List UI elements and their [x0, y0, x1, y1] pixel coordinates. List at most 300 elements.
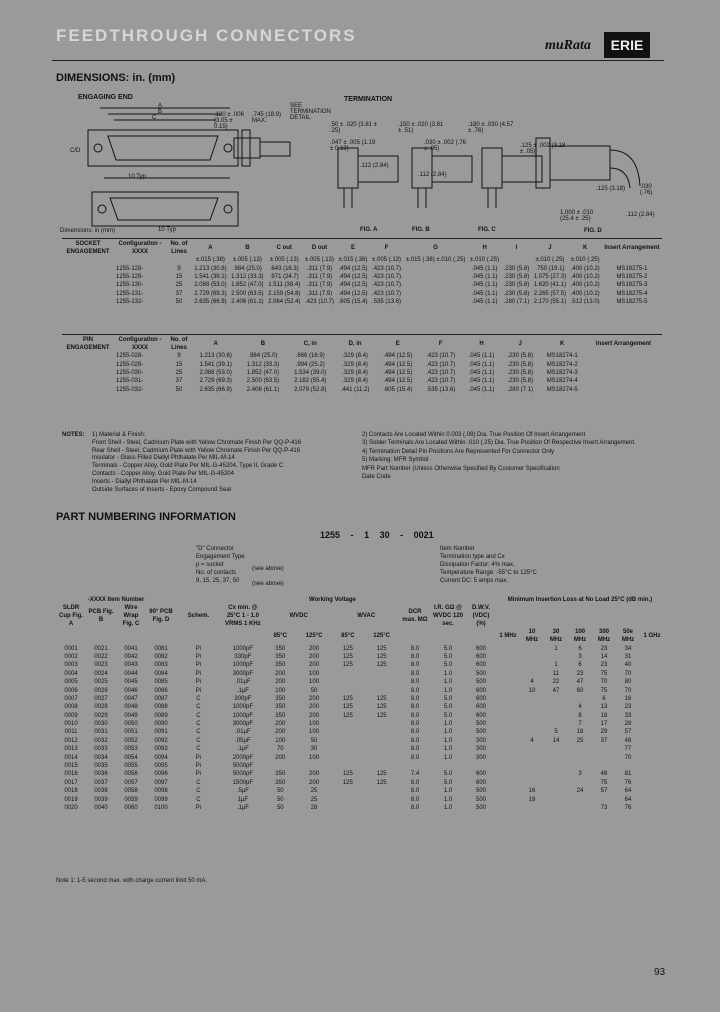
socket-tol-1: ±.005 (.13)	[232, 257, 262, 264]
table-cell: .643 (16.3)	[269, 265, 299, 272]
table-cell: 7	[578, 721, 582, 728]
table-cell: .045 (1.1)	[471, 299, 498, 306]
table-cell	[363, 762, 400, 770]
table-cell: .311 (7.9)	[306, 265, 333, 272]
table-cell: 47	[552, 687, 560, 694]
table-cell	[332, 762, 363, 770]
socket-tol-7: ±.010 (.25)	[470, 257, 500, 264]
table-cell: 40	[624, 662, 632, 669]
table-cell: 125	[342, 771, 353, 778]
socket-tol-8	[501, 256, 531, 264]
table-cell	[363, 753, 400, 761]
table-cell: .230 (5.8)	[503, 282, 530, 289]
table-cell: 15	[175, 361, 183, 368]
table-cell: 8.0	[410, 779, 420, 786]
table-row	[62, 264, 662, 272]
table-cell	[332, 737, 363, 745]
table-cell: 8.0	[410, 662, 420, 669]
table-cell: 0012	[64, 737, 78, 744]
table-cell	[544, 762, 568, 770]
table-row	[62, 386, 662, 394]
table-cell	[363, 686, 400, 694]
table-cell: 8.0	[410, 729, 420, 736]
table-cell: 1255-029-	[116, 361, 144, 368]
table-cell: .329 (8.4)	[342, 353, 368, 360]
table-cell: 50	[175, 299, 183, 306]
dim-max: .745 (18.9) MAX.	[252, 112, 282, 124]
table-cell: .605 (15.4)	[383, 386, 413, 393]
note-line-right: MFR Part Number (Unless Otherwise Specified By Customer Specification	[362, 465, 560, 472]
table-cell: 2.500 (63.5)	[246, 378, 280, 385]
h-schem-label: Schem.	[187, 613, 210, 620]
table-cell: 5.0	[443, 695, 453, 702]
table-cell: .311 (7.9)	[306, 282, 333, 289]
table-cell	[496, 745, 520, 753]
table-cell: 0093	[154, 746, 168, 753]
table-cell: 17	[600, 721, 608, 728]
socket-col-10: K	[582, 245, 588, 251]
table-cell: 50	[310, 737, 318, 744]
table-cell: 1.312 (33.3)	[246, 361, 280, 368]
typ-label-2: 10 Typ	[158, 227, 176, 233]
table-cell	[520, 670, 544, 678]
fig-b-label: FIG. B	[412, 227, 430, 233]
table-cell: 64	[624, 788, 632, 795]
table-cell: .971 (24.7)	[269, 273, 299, 280]
pin-table-rule	[62, 334, 662, 335]
table-cell: 5.0	[443, 771, 453, 778]
table-cell: 0059	[124, 796, 138, 803]
pn-item: 0021	[413, 530, 434, 540]
table-cell: 50	[175, 386, 183, 393]
table-cell	[496, 787, 520, 795]
table-cell: 0033	[94, 746, 108, 753]
table-cell: 0057	[124, 779, 138, 786]
table-cell	[496, 653, 520, 661]
table-cell: .494 (12.5)	[383, 378, 413, 385]
table-cell	[403, 264, 468, 272]
table-cell: 1255-028-	[116, 353, 144, 360]
table-cell: .230 (5.8)	[507, 361, 533, 368]
table-cell	[568, 779, 592, 787]
table-cell: 76	[624, 805, 632, 811]
table-cell: 125	[376, 704, 387, 711]
table-cell: 0035	[94, 763, 108, 770]
table-cell: 8.0	[410, 653, 420, 660]
table-cell: 0091	[154, 729, 168, 736]
dim-fig-d-3: .125 (3.18)	[596, 186, 626, 192]
table-row	[56, 762, 664, 770]
engaging-end-drawing	[60, 100, 300, 235]
table-cell: 1000pF	[232, 662, 254, 669]
table-row	[56, 787, 664, 795]
table-cell	[544, 745, 568, 753]
fig-a-label: FIG. A	[360, 227, 378, 233]
table-cell: C	[196, 796, 201, 803]
dim-fig-d-5: .030 (.76)	[640, 184, 653, 196]
h-wv: Working Voltage	[309, 597, 356, 604]
table-cell: 0040	[94, 805, 108, 811]
table-row	[62, 377, 662, 385]
table-cell: 0090	[154, 721, 168, 728]
table-cell: 75	[600, 687, 608, 694]
table-cell: 0020	[64, 805, 78, 811]
table-cell: 300	[475, 746, 486, 753]
table-cell: .423 (10.7)	[426, 369, 456, 376]
table-cell: 0019	[64, 796, 78, 803]
table-cell: .280 (7.1)	[503, 299, 530, 306]
h-dcr	[400, 596, 430, 604]
table-cell: 5000pF	[232, 763, 254, 770]
table-cell: 60	[576, 687, 584, 694]
table-cell: Pi	[195, 754, 202, 761]
table-cell: .01µF	[235, 679, 251, 686]
table-cell: 0098	[154, 788, 168, 795]
table-cell: 1.541 (39.1)	[194, 273, 227, 280]
table-cell: 0054	[124, 754, 138, 761]
murata-logo: muRata	[545, 38, 591, 53]
table-cell: 330pF	[234, 653, 252, 660]
h-schem	[176, 596, 221, 604]
table-cell: .535 (13.6)	[426, 386, 456, 393]
table-cell	[332, 670, 363, 678]
table-cell: 0025	[94, 679, 108, 686]
table-cell: 1.620 (41.1)	[533, 282, 567, 289]
table-cell: 8.0	[410, 645, 420, 652]
table-cell: 200	[275, 670, 286, 677]
table-cell: 125	[376, 653, 387, 660]
header-rule	[52, 60, 664, 61]
dim-left: .120 ± .006 (3.05 ± 0.15)	[214, 112, 244, 130]
h-dwv-label: D.W.V. (VDC) (%)	[471, 605, 491, 628]
table-cell: 200	[309, 653, 320, 660]
note-line-right: 3) Solder Terminals Are Located Within .010 (.25) Dia. True Position Of Respective Insert Arrangement.	[362, 440, 636, 447]
pin-head-group: PIN ENGAGEMENT	[66, 337, 110, 351]
table-cell	[496, 737, 520, 745]
table-cell: 8.0	[410, 679, 420, 686]
table-cell: MS18275-1	[616, 265, 648, 272]
table-cell: 2.500 (63.5)	[231, 290, 264, 297]
table-cell: 125	[376, 779, 387, 786]
table-cell: 8.0	[410, 788, 420, 795]
table-cell: 8.0	[410, 796, 420, 803]
pin-col-7: J	[518, 341, 522, 347]
table-cell	[496, 695, 520, 703]
pn-legend-left: "D" Connector	[196, 546, 234, 552]
note-line-left: Inserts - Diallyl Phthalate Per MIL-M-14	[92, 478, 197, 485]
table-cell: .441 (11.2)	[340, 386, 370, 393]
table-cell	[592, 753, 616, 761]
table-cell: 350	[275, 712, 286, 719]
pin-col-4: E	[395, 341, 400, 347]
table-cell: 8.0	[410, 704, 420, 711]
table-cell: 1255-128-	[116, 265, 144, 272]
table-cell: C	[196, 737, 201, 744]
socket-col-9: J	[548, 245, 552, 251]
socket-head-config: Configuration -XXXX	[118, 241, 162, 255]
notes-label: NOTES:	[62, 432, 85, 438]
socket-col-7: H	[482, 245, 487, 251]
table-cell: 0034	[94, 754, 108, 761]
socket-tol-2: ±.005 (.13)	[269, 257, 299, 264]
table-row	[56, 712, 664, 720]
table-cell	[568, 795, 592, 803]
footnote: Note 1: 1-5 second max. with charge current limit 50 mA.	[56, 878, 208, 884]
table-cell: 8.0	[410, 670, 420, 677]
table-cell: 0016	[64, 771, 78, 778]
table-cell: 0045	[124, 679, 138, 686]
table-cell: 13	[600, 704, 608, 711]
table-cell	[496, 712, 520, 720]
table-cell	[568, 745, 592, 753]
table-cell	[544, 779, 568, 787]
pn-legend-left: Engagement Type	[196, 554, 245, 560]
table-cell: 31	[624, 653, 632, 660]
table-cell: 1	[554, 645, 558, 652]
table-cell: Pi	[195, 763, 202, 770]
table-cell: 6	[578, 662, 582, 669]
table-cell: 3000pF	[232, 670, 254, 677]
table-cell	[403, 281, 468, 289]
table-cell: 18	[600, 712, 608, 719]
table-cell: 7.4	[410, 771, 420, 778]
table-cell: 200	[275, 754, 286, 761]
table-cell: 125	[376, 662, 387, 669]
dim-fig-a-2: .047 ± .005 (1.19 ± 0.13)	[330, 140, 376, 152]
table-cell: 500	[475, 679, 486, 686]
table-cell: 100	[309, 721, 320, 728]
table-cell: 100	[275, 687, 286, 694]
table-cell: 0037	[94, 779, 108, 786]
table-cell: 77	[624, 746, 632, 753]
table-cell	[520, 770, 544, 778]
table-cell: 500	[475, 721, 486, 728]
socket-tol-10: ±.010 (.25)	[570, 257, 600, 264]
table-cell: 50	[276, 805, 284, 811]
table-cell: 0022	[94, 653, 108, 660]
h-ir	[430, 596, 466, 604]
table-row	[62, 360, 662, 368]
pn-engagement: 1	[364, 530, 370, 540]
table-cell: 0015	[64, 763, 78, 770]
table-cell: 0082	[154, 653, 168, 660]
table-cell: .230 (5.8)	[507, 353, 533, 360]
label-side: C/D	[70, 148, 81, 154]
table-row	[56, 753, 664, 761]
h-ir-label: I.R. GΩ @ WVDC 120 sec.	[432, 605, 463, 628]
pin-col-9: Insert Arrangement	[595, 341, 652, 347]
table-cell: 48	[624, 737, 632, 744]
table-cell: 1.0	[443, 687, 453, 694]
table-row	[56, 695, 664, 703]
table-cell: 1255-031-	[116, 378, 144, 385]
socket-col-11: Insert Arrangement	[604, 245, 660, 251]
table-cell	[496, 779, 520, 787]
table-cell: 5.0	[443, 645, 453, 652]
table-cell: 0026	[94, 687, 108, 694]
table-cell	[363, 804, 400, 812]
table-cell: 0006	[64, 687, 78, 694]
table-cell: 0087	[154, 695, 168, 702]
table-cell: 0058	[124, 788, 138, 795]
table-cell: 0031	[94, 729, 108, 736]
socket-col-4: E	[351, 245, 356, 251]
table-cell: 5.0	[443, 662, 453, 669]
table-cell: 600	[475, 695, 486, 702]
table-cell: 1.852 (47.0)	[246, 369, 280, 376]
table-cell	[363, 745, 400, 753]
table-cell: 0027	[94, 695, 108, 702]
typ-label: 10 Typ	[128, 174, 146, 180]
socket-tol-11	[602, 256, 662, 264]
table-cell	[520, 653, 544, 661]
table-cell: 200	[309, 712, 320, 719]
table-cell: 14	[552, 737, 560, 744]
table-cell: .494 (12.5)	[338, 282, 368, 289]
label-c: C	[152, 115, 157, 121]
table-cell: C	[196, 721, 201, 728]
table-cell: 22	[552, 679, 560, 686]
table-cell: 1.075 (27.3)	[533, 273, 567, 280]
table-cell: 33	[624, 712, 632, 719]
note-line-left: Front Shell - Steel, Cadmium Plate with Yellow Chromate Finish Per QQ-P-416	[92, 439, 302, 446]
table-cell: .400 (10.2)	[570, 273, 600, 280]
table-cell	[363, 795, 400, 803]
table-cell	[332, 795, 363, 803]
table-cell: C	[196, 704, 201, 711]
table-cell: 100	[275, 737, 286, 744]
table-cell	[568, 804, 592, 812]
table-cell	[496, 762, 520, 770]
h-90: 90° PCB Fig. D	[149, 609, 173, 624]
table-cell: 50	[276, 796, 284, 803]
table-cell: .984 (25.0)	[232, 265, 262, 272]
table-cell: .494 (12.5)	[338, 290, 368, 297]
table-cell: 0044	[124, 670, 138, 677]
table-cell: 8.0	[410, 805, 420, 811]
table-cell: .400 (10.2)	[570, 265, 600, 272]
table-cell: 5.0	[443, 712, 453, 719]
table-cell: 2.088 (53.0)	[199, 369, 232, 376]
table-cell: 9	[177, 265, 181, 272]
table-cell: 23	[624, 704, 632, 711]
table-cell: .1µF	[236, 805, 249, 811]
table-cell: 0085	[154, 679, 168, 686]
table-cell: 200	[275, 679, 286, 686]
table-cell	[520, 703, 544, 711]
table-cell	[520, 728, 544, 736]
table-cell: 0088	[154, 704, 168, 711]
table-cell: 0100	[154, 805, 168, 811]
table-cell: 0081	[154, 645, 168, 652]
table-cell	[520, 661, 544, 669]
table-cell: .1µF	[236, 746, 249, 753]
table-cell: 0094	[154, 754, 168, 761]
table-cell: 500	[475, 729, 486, 736]
table-cell: 1.0	[443, 754, 453, 761]
table-cell: .045 (1.1)	[471, 290, 498, 297]
table-cell: .605 (15.4)	[338, 299, 368, 306]
dim-fig-d-4: .112 (2.84)	[626, 212, 655, 218]
table-cell: 0089	[154, 712, 168, 719]
table-cell: 47	[576, 679, 584, 686]
table-cell: 18	[576, 729, 584, 736]
table-cell: 3	[578, 653, 582, 660]
table-cell: 0052	[124, 737, 138, 744]
table-cell: .045 (1.1)	[468, 361, 495, 368]
table-cell: 0009	[64, 712, 78, 719]
pn-legend-left: No. of contacts	[196, 570, 237, 576]
table-cell: 73	[600, 805, 608, 811]
table-cell: C	[196, 779, 201, 786]
table-cell: 8.0	[410, 687, 420, 694]
table-cell: 500	[475, 670, 486, 677]
see-above-1: (see above)	[252, 566, 284, 572]
table-row	[62, 298, 662, 306]
table-cell: 0092	[154, 737, 168, 744]
table-cell: .423 (10.7)	[372, 265, 402, 272]
table-cell: 125	[342, 645, 353, 652]
table-cell: MS18275-3	[616, 282, 648, 289]
pin-col-3: D, in	[348, 341, 362, 347]
see-above-2: (see above)	[252, 581, 284, 587]
note-line-right: Date Code	[362, 474, 391, 480]
table-cell: 600	[475, 771, 486, 778]
table-cell: 50	[310, 687, 318, 694]
table-cell: 6	[602, 695, 606, 702]
table-cell: C	[196, 729, 201, 736]
table-cell: .045 (1.1)	[471, 273, 498, 280]
table-cell: 100	[309, 670, 320, 677]
h-cx	[221, 596, 265, 604]
table-cell: Pi	[195, 771, 202, 778]
table-cell	[544, 770, 568, 778]
note-line-right: 4) Termination Detail Pin Positions Are Represented For Connector Only	[362, 448, 554, 455]
table-cell: 1.0	[443, 805, 453, 811]
pn-legend-right: Termination type and Cx	[440, 554, 505, 560]
table-cell: 2.635 (66.9)	[194, 299, 227, 306]
table-cell	[363, 720, 400, 728]
pn-legend-right: Dissipation Factor: 4% max.	[440, 562, 515, 568]
table-cell: .280 (7.1)	[507, 386, 533, 393]
table-cell: .329 (8.4)	[342, 361, 368, 368]
pin-head-lines: No. of Lines	[170, 337, 188, 351]
table-cell: 4	[530, 679, 534, 686]
table-row	[56, 804, 664, 812]
table-cell: MS18275-4	[616, 290, 648, 297]
table-cell	[296, 762, 333, 770]
socket-col-0: A	[208, 245, 213, 251]
h-pcb: PCB Fig. B	[88, 609, 114, 624]
pin-col-6: H	[479, 341, 484, 347]
table-cell: 0007	[64, 695, 78, 702]
table-cell: 14	[600, 653, 608, 660]
table-row	[56, 678, 664, 686]
table-row	[62, 352, 662, 360]
table-cell: 1µF	[237, 796, 249, 803]
table-cell	[403, 298, 468, 306]
table-cell	[332, 728, 363, 736]
table-cell: 19	[528, 796, 536, 803]
table-cell: 1.213 (30.8)	[199, 353, 232, 360]
pn-dash-1: -	[350, 530, 354, 540]
table-cell	[363, 678, 400, 686]
table-cell: 37	[600, 737, 608, 744]
socket-table-rule	[62, 238, 662, 239]
table-cell	[592, 762, 616, 770]
dim-fig-c-1: .180 ± .030 (4.57 ± .76)	[468, 122, 514, 134]
table-cell: .423 (10.7)	[372, 290, 402, 297]
